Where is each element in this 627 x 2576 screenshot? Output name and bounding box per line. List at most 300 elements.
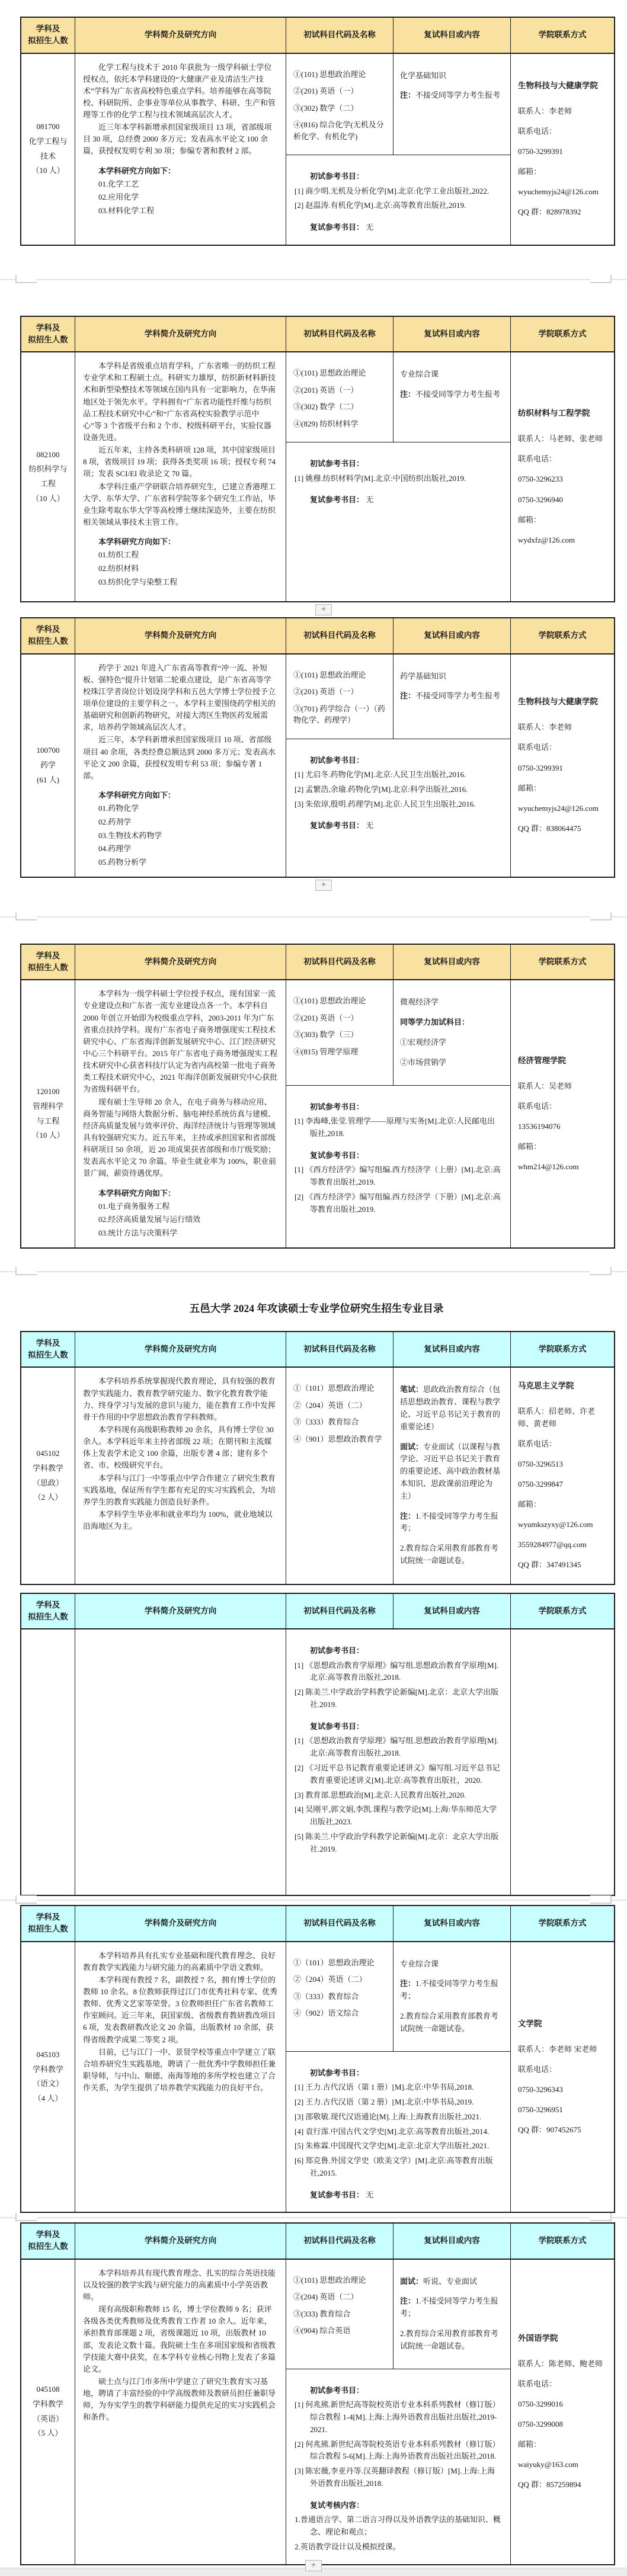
admission-table-100700 — [20, 617, 615, 878]
college-contact-cell — [510, 1942, 614, 2212]
intro-paragraphs — [83, 62, 278, 158]
admission-table-120100 — [20, 944, 615, 1249]
text-line: 01.药物化学 — [98, 804, 139, 813]
text-line: 082100 — [36, 450, 60, 459]
retest-cell — [393, 54, 510, 155]
directions-title: 本学科研究方向如下： — [98, 537, 176, 547]
table-header-row — [21, 18, 614, 54]
text-line: ②(201) 英语（一） — [293, 86, 359, 95]
text-line: （10 人） — [31, 493, 65, 503]
text-line: QQ 群：828978392 — [518, 207, 581, 217]
text-line: [1] 姚穆.纺织材料学[M].北京:中国纺织出版社,2019. — [295, 473, 466, 483]
discipline-id-cell — [21, 2260, 75, 2564]
text-line: ②(204) 英语（二） — [293, 2292, 359, 2302]
header-discipline-col — [21, 317, 75, 352]
discipline-id-cell — [21, 655, 75, 877]
text-line: 联系电话： — [518, 1439, 557, 1448]
text-line: 学科教学 — [32, 1463, 63, 1473]
text-line: [2] 孟繁浩,余瑜.药物化学[M].北京:科学出版社,2016. — [295, 784, 468, 794]
text-line: （语文） — [32, 2079, 63, 2089]
text-line: 联系人：李老师 宋老师 — [518, 2044, 597, 2054]
header-line: 学科及 — [36, 1338, 60, 1348]
directions-list — [83, 1200, 278, 1240]
text-line: 本学科现有高级职称教师 20 余名，具有博士学位 30 余人。本学科近年来主持省部级 22 项；在期刊和主流媒体上发表学术论文 100 余篇，出版专著 4 部；建有多个省、市、校级研究平台。 — [83, 1425, 274, 1470]
text-line: 文学院 — [518, 2019, 542, 2028]
header-line: 拟招生人数 — [28, 1924, 68, 1934]
header-discipline-col — [21, 18, 75, 53]
text-line: 近五年来，主持各类科研项 128 项，其中国家级项目 8 项，省级项目 19 项；获得各类奖项 16 项；授权专利 74 项；发表 SCI/EI 收录论文 70 篇。 — [83, 445, 276, 479]
college-contact-cell — [510, 352, 614, 601]
text-line: [2] 王力.古代汉语（第 2 册）[M].北京:中华书局,2019. — [295, 2097, 474, 2106]
reference-books-cell — [286, 2051, 510, 2212]
admission-table-082100 — [20, 316, 615, 603]
page-gap — [20, 246, 627, 316]
intro-cell — [75, 1368, 286, 1583]
page-break-divider — [0, 1900, 627, 1901]
text-line: （10 人） — [31, 1131, 65, 1140]
header-discipline-col — [21, 2224, 75, 2259]
text-line: ③(302) 数学（二） — [293, 402, 359, 412]
page-gap — [20, 1585, 627, 1593]
page-gap — [20, 1896, 627, 1905]
text-line: 05.药物分析学 — [98, 858, 147, 867]
table-header-row — [21, 1594, 614, 1630]
table-header-row — [21, 1332, 614, 1368]
text-line: 02.药剂学 — [98, 817, 132, 826]
header-line: 拟招生人数 — [28, 36, 68, 46]
text-line: ②市场营销学 — [400, 1057, 447, 1067]
text-line: （思政） — [32, 1478, 63, 1487]
text-line: 经济管理学院 — [518, 1056, 566, 1065]
college-contact-cell — [510, 1368, 614, 1583]
text-line: waiyuky@163.com — [518, 2460, 578, 2469]
text-line: 生物科技与大健康学院 — [518, 697, 598, 707]
text-line: 03.生物技术药物学 — [98, 830, 162, 840]
header-retest-col: 复试科目或内容 — [393, 18, 510, 53]
table-header-row — [21, 618, 614, 655]
header-line: 拟招生人数 — [28, 335, 68, 344]
text-line: [5] 陈美兰.中学政治学科教学论新编[M].北京：北京大学出版社.2019. — [295, 1831, 499, 1853]
text-line: [4] 吴刚平,郭文娟,李凯.课程与教学论[M].上海:华东师范大学出版社,2023. — [295, 1805, 497, 1827]
reference-books-cell — [286, 442, 510, 601]
text-line: [2] 赵温涛.有机化学[M].北京:高等教育出版社,2019. — [295, 201, 466, 210]
header-discipline-col — [21, 945, 75, 980]
header-intro-col: 学科简介及研究方向 — [75, 945, 286, 980]
college-contact-cell — [510, 980, 614, 1247]
discipline-id-cell — [21, 1629, 75, 1895]
text-line: 硕士点与江门市多所中学建立了研究生教育实习基地，聘请了丰富经验的中学高级教师及教研员担任兼职导师，为夯实学生的教学科研能力提供充足的实习实践机会和条件。 — [83, 2376, 276, 2422]
page-gap — [20, 893, 627, 944]
table-add-row-button[interactable]: + — [315, 604, 332, 615]
header-contact-col: 学院联系方式 — [510, 945, 614, 980]
header-intro-col: 学科简介及研究方向 — [75, 2224, 286, 2259]
header-discipline-col — [21, 1594, 75, 1629]
text-line: 0750-3296233 — [518, 474, 563, 484]
text-line: 技术 — [40, 151, 56, 161]
text-line: 生物科技与大健康学院 — [518, 81, 598, 90]
text-line: [2] 《习近平总书记教育重要论述讲义》编写组.习近平总书记教育重要论述讲义[M].北京:高等教育出版社，2020. — [295, 1763, 500, 1785]
text-line: 微观经济学 — [400, 997, 439, 1007]
text-line: ③(701) 药学综合（一）（药物化学、药理学） — [293, 704, 385, 725]
page-gap — [20, 2213, 627, 2222]
text-line: wyuchemyjs24@126.com — [518, 803, 599, 813]
intro-cell — [75, 1942, 286, 2212]
text-line: 联系电话： — [518, 454, 557, 464]
text-line: 注：不接受同等学力考生报考 — [400, 389, 501, 399]
header-initial-col: 初试科目代码及名称 — [286, 945, 393, 980]
text-line: 081700 — [36, 122, 60, 131]
intro-cell — [75, 2260, 286, 2564]
text-line: 0750-3296940 — [518, 495, 563, 504]
text-line: 03.纺织化学与染整工程 — [98, 577, 178, 586]
text-line: [1] 《西方经济学》编写组编.西方经济学（上册）[M].北京:高等教育出版社,2019. — [295, 1165, 501, 1186]
header-contact-col: 学院联系方式 — [510, 2224, 614, 2259]
text-line: QQ 群：907452675 — [518, 2125, 581, 2135]
text-line: 2.教育综合采用教育部教育考试院统一命题试卷。 — [400, 2329, 498, 2350]
text-line: 化学基础知识 — [400, 70, 447, 80]
reference-books-cell — [286, 1085, 510, 1247]
page-break-divider — [0, 2217, 627, 2218]
header-line: 学科及 — [36, 951, 60, 960]
text-line: 管理科学 — [32, 1101, 63, 1111]
text-line: 复试考核内容： — [310, 2500, 364, 2510]
horizontal-scroll-area[interactable] — [0, 2560, 627, 2576]
text-line: 复试参考书目： 无 — [310, 2190, 374, 2199]
text-line: wydxfz@126.com — [518, 535, 575, 544]
text-line: ②(201) 英语（一） — [293, 687, 359, 697]
initial-subjects-cell — [286, 2260, 393, 2369]
text-line: 2.教育综合采用教育部教育考试院统一命题试卷。 — [400, 1544, 498, 1565]
text-line: 邮箱： — [518, 783, 542, 793]
initial-subjects-cell — [286, 1368, 393, 1583]
text-line: ①(101) 思想政治理论 — [293, 69, 366, 79]
intro-paragraphs — [83, 988, 278, 1179]
text-line: 2.英语教学设计以及模拟授课。 — [295, 2542, 401, 2551]
admission-table-081700 — [20, 17, 615, 246]
text-line: 1.普通语言学、第二语言习得以及外语教学法的基础知识、概念、理论和观点； — [295, 2515, 501, 2537]
document-title: 五邑大学 2024 年攻读硕士专业学位研究生招生专业目录 — [189, 1302, 444, 1314]
text-line: 联系人：李老师 — [518, 106, 572, 116]
header-retest-col: 复试科目或内容 — [393, 618, 510, 653]
text-line: ①(101) 思想政治理论 — [293, 368, 366, 378]
text-line: ③(303) 数学（三） — [293, 1030, 359, 1040]
college-contact-cell — [510, 54, 614, 245]
text-line: 本学科是省级重点培育学科，广东省唯一的纺织工程专业学术和工程硕士点。科研实力雄厚，纺织新材料新技术和新型染整技术等领域在国内具有一定影响力，在华南地区处于领先水平。学科拥有“广东省功能性纤维与纺织品工程技术研究中心”和“广东省高校实验教学示范中心”等 3 个省级平台和 2 个市、校级科研平台，实验仪器设备先进。 — [83, 361, 276, 442]
header-intro-col: 学科简介及研究方向 — [75, 1332, 286, 1367]
text-line: 本学科培养系统掌握现代教育理论，具有较强的教育教学实践能力、教育教学研究能力、数字化教育教学能力、终身学习与发展的意识与能力，能在教育工作中发挥骨干作用的中学思想政治教育学科教师。 — [83, 1377, 276, 1422]
text-line: ①(101) 思想政治理论 — [293, 996, 366, 1006]
admission-table-045103 — [20, 1905, 615, 2213]
page-break-divider — [0, 916, 627, 918]
header-contact-col: 学院联系方式 — [510, 317, 614, 352]
text-line: 045102 — [36, 1449, 60, 1458]
text-line: ①宏观经济学 — [400, 1037, 447, 1047]
text-line: [1] 何兆熊.新世纪高等院校英语专业本科系列教材（修订版）综合教程 1-4[M].上海:上海外语教育出版社出版社,2019-2021. — [295, 2400, 500, 2434]
text-line: 近三年，本学科新增承担国家级项目 10 项、省部级项目 40 余项，各类经费总额达到 2000 多万元；发表高水平论文 200 余篇，获授权发明专利 53 项；参编专著 1 部。 — [83, 735, 276, 780]
text-line: 专业综合课 — [400, 370, 439, 379]
text-line: ③（333）教育综合 — [293, 1417, 359, 1427]
initial-subjects-cell — [286, 1942, 393, 2051]
intro-cell — [75, 352, 286, 601]
text-line: ①(101) 思想政治理论 — [293, 2275, 366, 2285]
intro-cell — [75, 54, 286, 245]
text-line: [1] 李海峰,张莹.管理学——原理与实务[M].北京:人民邮电出版社,2018. — [295, 1117, 495, 1138]
reference-books-cell — [286, 739, 510, 877]
directions-list — [83, 802, 278, 870]
text-line: 初试参考书目： — [310, 459, 364, 469]
header-intro-col: 学科简介及研究方向 — [75, 1906, 286, 1941]
text-line: 0750-3299016 — [518, 2399, 563, 2408]
text-line: 复试参考书目： 无 — [310, 495, 374, 505]
intro-cell — [75, 980, 286, 1247]
text-line: 注：1.不接受同等学力考生报考； — [400, 2296, 498, 2318]
header-initial-col: 初试科目代码及名称 — [286, 18, 393, 53]
text-line: 初试参考书目： — [310, 755, 364, 765]
text-line: 近三年本学科新增承担国家级项目 13 项，省部级项目 30 项，总经费 2000 多万元；发表高水平论文 100 余篇，获授权发明专利 30 项；参编专著和教材 2 部。 — [83, 123, 272, 156]
header-line: 拟招生人数 — [28, 1350, 68, 1360]
header-initial-col: 初试科目代码及名称 — [286, 317, 393, 352]
text-line: 本学科注重产学研联合培养研究生，已建立香港理工大学、东华大学、广东省科学院等多个研究生工作站，毕业生除考取东华大学等高校博士继续深造外，主要在纺织相关领域从事技术主管工作。 — [83, 482, 276, 527]
text-line: [3] 朱依谆,殷明.药理学[M].北京:人民卫生出版社,2016. — [295, 799, 476, 809]
header-line: 学科及 — [36, 2230, 60, 2240]
page-break-divider — [0, 1271, 627, 1272]
text-line: 复试参考书目： — [310, 1721, 364, 1731]
header-line: 学科及 — [36, 24, 60, 33]
discipline-id-cell — [21, 1368, 75, 1583]
header-line: 学科及 — [36, 1600, 60, 1609]
retest-cell — [393, 655, 510, 739]
directions-title: 本学科研究方向如下： — [98, 166, 176, 175]
text-line: 笔试：思政政治教育综合（包括思想政治教育、课程与教学论、习近平总书记关于教育的重要论述） — [400, 1385, 501, 1431]
text-line: QQ 群：857259894 — [518, 2480, 581, 2490]
text-line: 化学工程与技术于 2010 年获批为一级学科硕士学位授权点，依托本学科建设的“大健康产业及清洁生产技术”学科为广东省高校特色重点学科。培养能够在高等院校、科研院所、企事业等单位从事教学、科研、生产和管理等工作的化学工程与技术领域高层次人才。 — [83, 62, 276, 120]
reference-books-cell — [286, 2369, 510, 2564]
text-line: [5] 朱栋霖.中国现代文学史[M].北京:北京大学出版社,2021. — [295, 2141, 490, 2151]
text-line: [2] 陈美兰.中学政治学科教学论新编[M].北京：北京大学出版社.2019. — [295, 1688, 499, 1709]
directions-list — [83, 548, 278, 589]
text-line: （英语） — [32, 2414, 63, 2423]
text-line: wyumkszyxy@126.com — [518, 1520, 593, 1529]
text-line: 复试参考书目： — [310, 1150, 364, 1160]
college-contact-cell — [510, 655, 614, 877]
discipline-id-cell — [21, 1942, 75, 2212]
text-line: [3] 教育部.思想政治[M].北京:人民教育出版社,2020. — [295, 1790, 466, 1799]
text-line: 药学 — [40, 760, 56, 769]
text-line: ③（333）教育综合 — [293, 1991, 359, 2001]
header-initial-col: 初试科目代码及名称 — [286, 1906, 393, 1941]
text-line: 0750-3299847 — [518, 1479, 563, 1489]
text-line: 本学科学生毕业率和就业率均为 100%，就业地域以沿海地区为主。 — [83, 1509, 273, 1531]
text-line: [3] 邵敬敏.现代汉语通论[M].上海:上海教育出版社,2021. — [295, 2112, 482, 2121]
table-header-row — [21, 2224, 614, 2260]
text-line: 邮箱： — [518, 1142, 542, 1151]
text-line: 与工程 — [36, 1116, 60, 1125]
text-line: wyuchemyjs24@126.com — [518, 187, 599, 197]
text-line: 联系电话： — [518, 2379, 557, 2388]
intro-paragraphs — [83, 360, 278, 528]
text-line: 100700 — [36, 746, 60, 755]
text-line: ④(829) 纺织材料学 — [293, 419, 359, 428]
text-line: 学科教学 — [32, 2399, 63, 2408]
text-line: 马克思主义学院 — [518, 1381, 574, 1391]
text-line: ④（902）语文综合 — [293, 2009, 359, 2018]
text-line: 现有高级职称教师 15 名，博士学位教师 9 名；获评各级各类优秀教师及优秀教育工作者 10 余人。近年来，承担教育部课题 2 项，省级课题近 10 项，出版教材 10 部，发表论文数十篇。我院硕士生在多项国家级和省级教学技能大赛中获奖，在本学科专业核心刊物上发表了多篇论文。 — [83, 2305, 276, 2373]
text-line: ③(333) 教育综合 — [293, 2309, 351, 2318]
text-line: ④(816) 综合化学(无机及分析化学、有机化学) — [293, 120, 384, 141]
header-intro-col: 学科简介及研究方向 — [75, 618, 286, 653]
text-line: [2] 《西方经济学》编写组编.西方经济学（下册）[M].北京:高等教育出版社,2019. — [295, 1192, 501, 1214]
text-line: 邮箱： — [518, 1500, 542, 1509]
text-line: 01.纺织工程 — [98, 550, 139, 560]
directions-title: 本学科研究方向如下： — [98, 1188, 176, 1198]
text-line: [3] 陈宏薇,李亚丹等.汉英翻译教程（修订版）[M].上海:上海外语教育出版社,2018. — [295, 2466, 495, 2488]
retest-cell — [393, 352, 510, 442]
text-line: 联系人：吴老师 — [518, 1081, 572, 1090]
text-line: 化学工程与 — [28, 136, 68, 146]
text-line: 药学于 2021 年进入广东省高等教育“冲一流、补短板、强特色”提升计划第二轮重点建设，是广东省高等学校珠江学者岗位计划设岗学科和五邑大学博士学位授予立项单位建设的主要学科之一。本学科主要围绕药学相关的基础研究和创新药物研究，对接大湾区生物医药发展需求，培养药学领域高层次人才。 — [83, 663, 276, 732]
text-line: (61 人) — [37, 775, 59, 784]
text-line: QQ 群：838064475 — [518, 823, 581, 833]
header-line: 学科及 — [36, 625, 60, 634]
text-line: 04.药理学 — [98, 844, 132, 854]
text-line: （2 人） — [33, 1493, 63, 1502]
text-line: 联系人：马老师、张老师 — [518, 434, 603, 444]
text-line: 目前，已与江门一中、景贤学校等重点中学建立了联合培养研究生实践基地，聘请了一批优秀中学教师担任兼职导师，与中山、顺德、南海等地的多所学校也建立了合作关系，为学生提供了培养教学实践能力的良好平台。 — [83, 2047, 276, 2093]
page-gap — [20, 1249, 627, 1301]
text-line: 学科教学 — [32, 2064, 63, 2074]
retest-cell — [393, 1942, 510, 2051]
header-discipline-col — [21, 1332, 75, 1367]
text-line: QQ 群：347491345 — [518, 1560, 581, 1570]
text-line: 0750-3296343 — [518, 2084, 563, 2094]
text-line: [4] 袁行霈.中国古代文学史[M].北京:高等教育出版社,2014. — [295, 2126, 490, 2136]
header-contact-col: 学院联系方式 — [510, 18, 614, 53]
intro-cell — [75, 1629, 286, 1895]
text-line: 联系人：招老师、许老师、黄老师 — [518, 1407, 596, 1428]
text-line: 专业综合课 — [400, 1959, 439, 1968]
text-line: 注：1.不接受同等学力考生报考； — [400, 1511, 498, 1533]
text-line: ④(815) 管理学原理 — [293, 1047, 359, 1056]
text-line: ②(201) 英语（一） — [293, 1013, 359, 1022]
text-line: 面试：专业面试（以课程与教学论、习近平总书记关于教育的重要论述、高中政治教材基本知识、思政课前沿理论为主） — [400, 1442, 501, 1500]
admission-table-045102 — [20, 1331, 615, 1585]
table-add-row-button[interactable]: + — [305, 2560, 322, 2571]
text-line: 药学基础知识 — [400, 671, 447, 681]
text-line: （5 人） — [33, 2429, 63, 2438]
reference-books-cell — [286, 155, 510, 245]
admission-table-045102-references — [20, 1593, 615, 1897]
initial-subjects-cell — [286, 655, 393, 739]
text-line: 0750-3299008 — [518, 2420, 563, 2429]
retest-cell — [393, 980, 510, 1085]
text-line: 0750-3296513 — [518, 1459, 563, 1468]
text-line: 工程 — [40, 479, 56, 489]
text-line: 联系电话： — [518, 743, 557, 752]
text-line: 邮箱： — [518, 167, 542, 176]
directions-title: 本学科研究方向如下： — [98, 791, 176, 800]
intro-cell — [75, 655, 286, 877]
table-header-row — [21, 945, 614, 981]
header-initial-col: 初试科目代码及名称 — [286, 618, 393, 653]
text-line: 注：不接受同等学力考生报考 — [400, 91, 501, 100]
header-line: 拟招生人数 — [28, 1612, 68, 1621]
text-line: 02.应用化学 — [98, 193, 139, 202]
intro-paragraphs — [83, 662, 278, 782]
text-line: 本学科培养具有扎实专业基础和现代教育理念、良好教育教学实践能力与研究能力的高素质中学语文教师。 — [83, 1951, 276, 1972]
header-line: 拟招生人数 — [28, 637, 68, 646]
text-line: [1] 商少明.无机及分析化学[M].北京:化学工业出版社,2022. — [295, 186, 490, 195]
text-line: 02.纺织材料 — [98, 563, 139, 573]
text-line: [1] 《思想政治教育学原理》编写组.思想政治教育学原理[M].北京:高等教育出版社,2018. — [295, 1736, 499, 1758]
header-intro-col: 学科简介及研究方向 — [75, 1594, 286, 1629]
intro-paragraphs — [83, 2267, 278, 2424]
text-line: 045108 — [36, 2385, 60, 2394]
college-contact-cell — [510, 1629, 614, 1895]
text-line: [1] 尤启冬.药物化学[M].北京:人民卫生出版社,2016. — [295, 770, 466, 779]
header-initial-col: 初试科目代码及名称 — [286, 1332, 393, 1367]
text-line: ④(904) 综合英语 — [293, 2326, 351, 2336]
header-discipline-col — [21, 1906, 75, 1941]
header-retest-col: 复试科目或内容 — [393, 1594, 510, 1629]
directions-list — [83, 178, 278, 218]
text-line: 本学科为一级学科硕士学位授予权点，现有国家一流专业建设点和广东省一流专业建设点各一个。本学科自 2000 年创立开始即为校级重点学科，2003-2011 年为广东省重点扶持学科。现有广东省电子商务增强现实工程技术研究中心、广东省海洋创新发展研究中心、江门经济研究中心三个科研平台。2015 年广东省电子商务增强现实工程技术研究中心获省科技厅认定为省内高校第一批电子商务类工程技术研究中心，2021 年海洋创新发展研究中心获批为省级科研平台。 — [83, 989, 278, 1094]
text-line: 0750-3299391 — [518, 763, 563, 772]
header-intro-col: 学科简介及研究方向 — [75, 317, 286, 352]
header-retest-col: 复试科目或内容 — [393, 317, 510, 352]
header-initial-col: 初试科目代码及名称 — [286, 2224, 393, 2259]
header-intro-col: 学科简介及研究方向 — [75, 18, 286, 53]
text-line: 03.统计方法与决策科学 — [98, 1228, 178, 1238]
header-initial-col: 初试科目代码及名称 — [286, 1594, 393, 1629]
intro-paragraphs — [83, 1375, 278, 1532]
header-line: 学科及 — [36, 323, 60, 332]
text-line: ①（101）思想政治理论 — [293, 1958, 375, 1967]
text-line: 0750-3299391 — [518, 146, 563, 156]
text-line: 注：不接受同等学力考生报考 — [400, 691, 501, 701]
initial-subjects-cell — [286, 980, 393, 1085]
header-line: 学科及 — [36, 1913, 60, 1922]
discipline-id-cell — [21, 54, 75, 245]
text-line: 初试参考书目： — [310, 1646, 364, 1656]
page-break-divider — [0, 279, 627, 280]
text-line: ②（204）英语（二） — [293, 1975, 367, 1984]
intro-paragraphs — [83, 1950, 278, 2094]
text-line: 02.经济高质量发展与运行绩效 — [98, 1215, 201, 1224]
header-retest-col: 复试科目或内容 — [393, 2224, 510, 2259]
text-line: 邮箱： — [518, 2440, 542, 2449]
table-add-row-button[interactable]: + — [315, 880, 332, 891]
text-line: ①（101）思想政治理论 — [293, 1384, 375, 1393]
retest-cell — [393, 1368, 510, 1583]
text-line: 面试：听说、专业面试 — [400, 2276, 478, 2286]
header-contact-col: 学院联系方式 — [510, 1906, 614, 1941]
discipline-id-cell — [21, 352, 75, 601]
header-line: 拟招生人数 — [28, 2242, 68, 2251]
text-line: 初试参考书目： — [310, 1102, 364, 1111]
header-line: 拟招生人数 — [28, 963, 68, 973]
text-line: 联系电话： — [518, 2064, 557, 2074]
header-retest-col: 复试科目或内容 — [393, 1332, 510, 1367]
text-line: [1] 《思想政治教育学原理》编写组.思想政治教育学原理[M].北京:高等教育出版社,2018. — [295, 1660, 499, 1682]
text-line: （10 人） — [31, 166, 65, 175]
text-line: 01.电子商务服务工程 — [98, 1201, 170, 1211]
header-retest-col: 复试科目或内容 — [393, 945, 510, 980]
text-line: 现有硕士生导师 20 余人，在电子商务与移动应用、商务智能与网络大数据分析、脑电神经系统仿真与建模、经济高质量发展与效率评价、海洋经济统计与管理等领域具有较强研究实力。近五年来，主持或承担国家和省部级科研项目 50 余项，近 20 项成果获省部级和市厅级奖励；发表高水平论文 70 余篇。毕业生就业率为 100%，职业前景广阔，薪资待遇优厚。 — [83, 1097, 277, 1178]
text-line: 联系人：陈老师、鲍老师 — [518, 2359, 603, 2368]
text-line: 01.化学工艺 — [98, 179, 139, 188]
text-line: 2.教育综合采用教育部教育考试院统一命题试卷。 — [400, 2012, 498, 2033]
text-line: ①(101) 思想政治理论 — [293, 670, 366, 679]
